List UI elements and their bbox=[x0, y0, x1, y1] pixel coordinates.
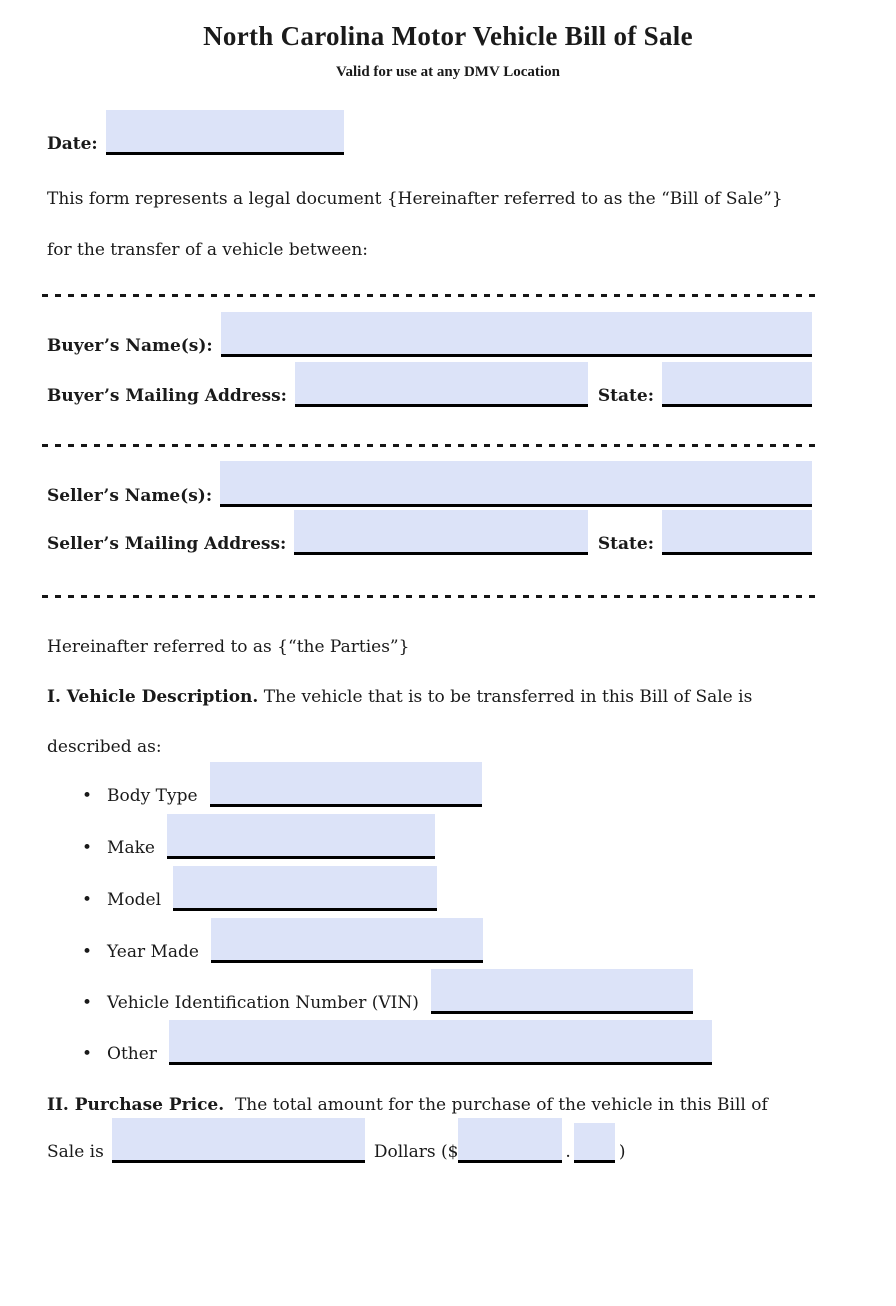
bullet-row-model bbox=[82, 866, 437, 911]
price-amount-words-field[interactable] bbox=[112, 1118, 365, 1163]
sale-is-label: Sale is bbox=[47, 1142, 104, 1162]
purchase-price-row bbox=[47, 1118, 625, 1163]
bullet-row-body-type bbox=[82, 762, 482, 807]
seller-address-field[interactable] bbox=[294, 510, 588, 555]
intro-line-1: This form represents a legal document {Hereinafter referred to as the “Bill of Sale”} bbox=[47, 189, 783, 209]
vin-label: Vehicle Identification Number (VIN) bbox=[107, 993, 419, 1013]
parties-note: Hereinafter referred to as {“the Parties”} bbox=[47, 637, 410, 657]
seller-address-label: Seller’s Mailing Address: bbox=[47, 534, 287, 554]
year-made-label: Year Made bbox=[107, 942, 199, 962]
buyer-name-field[interactable] bbox=[221, 312, 812, 357]
bullet-icon: • bbox=[82, 838, 93, 858]
price-section-heading-rest: The total amount for the purchase of the vehicle in this Bill of bbox=[224, 1095, 768, 1115]
vin-field[interactable] bbox=[431, 969, 693, 1014]
divider-dashed-line-top bbox=[42, 294, 819, 297]
price-section-heading: II. Purchase Price. bbox=[47, 1095, 225, 1115]
dollars-label: Dollars ($ bbox=[373, 1142, 459, 1162]
buyer-address-field[interactable] bbox=[295, 362, 588, 407]
make-field[interactable] bbox=[167, 814, 435, 859]
document-title: North Carolina Motor Vehicle Bill of Sale bbox=[203, 21, 693, 51]
price-cents-field[interactable] bbox=[574, 1123, 615, 1163]
buyer-state-label: State: bbox=[597, 386, 654, 406]
seller-state-field[interactable] bbox=[662, 510, 812, 555]
intro-line-2: for the transfer of a vehicle between: bbox=[47, 240, 369, 260]
bullet-row-year-made bbox=[82, 918, 483, 963]
other-field[interactable] bbox=[169, 1020, 712, 1065]
vehicle-section-heading-line bbox=[47, 684, 752, 710]
vehicle-section-heading-rest: The vehicle that is to be transferred in this Bill of Sale is bbox=[258, 687, 753, 707]
buyer-name-row bbox=[47, 312, 812, 357]
seller-name-field[interactable] bbox=[220, 461, 812, 507]
seller-name-row bbox=[47, 461, 812, 507]
bullet-icon: • bbox=[82, 1044, 93, 1064]
date-field[interactable] bbox=[106, 110, 344, 155]
make-label: Make bbox=[107, 838, 155, 858]
buyer-address-row bbox=[47, 362, 812, 407]
bullet-row-other bbox=[82, 1020, 712, 1065]
bullet-icon: • bbox=[82, 786, 93, 806]
other-label: Other bbox=[107, 1044, 157, 1064]
bullet-icon: • bbox=[82, 942, 93, 962]
model-field[interactable] bbox=[173, 866, 437, 911]
bullet-row-make bbox=[82, 814, 435, 859]
bullet-icon: • bbox=[82, 890, 93, 910]
date-label: Date: bbox=[47, 134, 98, 154]
divider-dashed-line-middle bbox=[42, 444, 819, 447]
buyer-name-label: Buyer’s Name(s): bbox=[47, 336, 213, 356]
date-row bbox=[47, 110, 344, 155]
bullet-row-vin bbox=[82, 969, 693, 1014]
body-type-field[interactable] bbox=[210, 762, 482, 807]
divider-dashed-line-bottom bbox=[42, 595, 819, 598]
vehicle-section-line-2: described as: bbox=[47, 737, 162, 757]
decimal-separator: . bbox=[565, 1142, 571, 1162]
price-section-heading-line bbox=[47, 1092, 768, 1118]
model-label: Model bbox=[107, 890, 162, 910]
body-type-label: Body Type bbox=[107, 786, 198, 806]
buyer-state-field[interactable] bbox=[662, 362, 812, 407]
price-dollars-field[interactable] bbox=[458, 1118, 562, 1163]
seller-state-label: State: bbox=[597, 534, 654, 554]
buyer-address-label: Buyer’s Mailing Address: bbox=[47, 386, 287, 406]
year-made-field[interactable] bbox=[211, 918, 483, 963]
bullet-icon: • bbox=[82, 993, 93, 1013]
seller-address-row bbox=[47, 510, 812, 555]
document-subtitle: Valid for use at any DMV Location bbox=[336, 64, 560, 80]
seller-name-label: Seller’s Name(s): bbox=[47, 486, 213, 506]
close-paren: ) bbox=[618, 1142, 626, 1162]
vehicle-section-heading: I. Vehicle Description. bbox=[47, 687, 259, 707]
